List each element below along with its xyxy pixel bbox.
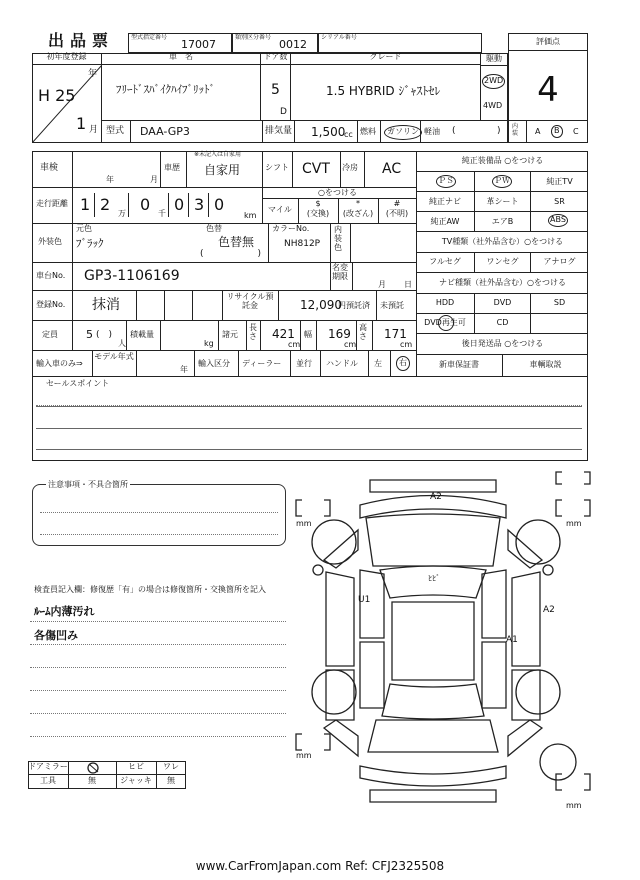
ac-label: 冷房 [342, 163, 358, 172]
equip-pw: ＰＷ [492, 175, 512, 188]
width-value: 169 [328, 327, 351, 341]
first-reg-label: 初年度登録 [46, 52, 87, 61]
notes-box [32, 484, 286, 546]
form-title: 出品票 [48, 31, 115, 50]
height-unit: cm [400, 340, 413, 349]
tv-title: TV種類（社外品含む）○をつける [441, 237, 564, 246]
equipment-title: 純正装備品 ○をつける [461, 156, 544, 165]
inspection-label: 車検 [40, 163, 59, 173]
later-warranty: 新車保証書 [439, 360, 479, 369]
name-change-label: 名変期限 [332, 263, 348, 281]
not-deposited: 未預託 [380, 301, 404, 310]
grade-value: 1.5 HYBRID ｼﾞｬｽﾄｾﾚ [326, 84, 441, 98]
displacement-value: 1,500 [311, 125, 346, 139]
orig-color-label: 元色 [76, 224, 92, 233]
width-unit: cm [344, 340, 357, 349]
width-label: 幅 [304, 330, 312, 339]
interior-b: B [551, 125, 563, 138]
class-value: 0012 [279, 38, 307, 51]
acc-mirror: ドアミラー [28, 762, 68, 771]
acc-crack: ヒビ [128, 762, 144, 771]
recycle-label: リサイクル預託金 [226, 292, 274, 310]
nav-hdd: HDD [435, 298, 455, 307]
repaint-label: 色替 [206, 224, 222, 233]
era-value: H 25 [38, 86, 76, 105]
fuel-gasoline: ガソリン [384, 125, 422, 140]
drive-2wd: 2WD [482, 74, 505, 89]
reg-label: 登録No. [36, 300, 66, 309]
month-unit: 月 [89, 125, 99, 135]
dims-label: 諸元 [222, 330, 238, 339]
inspection-year-unit: 年 [106, 175, 114, 184]
import-class-label: 輸入区分 [198, 359, 230, 368]
recycle-value: 12,090 [300, 298, 342, 312]
mark-a2-side: A2 [543, 605, 555, 615]
mirror-circle-mark [86, 762, 100, 774]
capacity-paren: ( ) [96, 330, 113, 340]
mark-u1: U1 [358, 595, 371, 605]
mileage-man: 万 [118, 209, 126, 218]
mile-option: マイル [268, 205, 292, 214]
class-label: 類別区分番号 [235, 34, 272, 41]
tamper-mark: * [356, 199, 360, 208]
history-value: 自家用 [204, 163, 241, 177]
serial-box [318, 33, 482, 53]
drive-4wd: 4WD [483, 101, 503, 110]
fuel-diesel: 軽油 [424, 127, 440, 136]
doors-label: ドア数 [263, 52, 288, 61]
height-label: 高さ [359, 323, 367, 341]
length-value: 421 [272, 327, 295, 341]
ac-value: AC [382, 161, 402, 177]
load-label: 積載量 [130, 330, 154, 339]
sales-point-label: セールスポイント [46, 379, 110, 388]
type-value: DAA-GP3 [140, 125, 190, 138]
parallel-option: 並行 [296, 359, 312, 368]
note-line-1: ﾙｰﾑ内薄汚れ [34, 605, 95, 618]
mileage-digit-2: 2 [100, 195, 111, 214]
model-year-label: モデル年式 [94, 352, 134, 361]
handle-right: 右 [396, 356, 410, 371]
drive-label: 駆動 [486, 54, 502, 63]
capacity-unit: 人 [118, 339, 126, 348]
equip-sr: SR [554, 197, 565, 206]
dealer-option: ディーラー [242, 359, 282, 368]
notes-label: 注意事項・不具合箇所 [48, 480, 128, 489]
equip-airbag: エアB [491, 217, 514, 226]
handle-label: ハンドル [326, 359, 358, 368]
model-cert-label: 型式指定番号 [131, 34, 168, 41]
equip-tv: 純正TV [546, 177, 573, 186]
nav-dvd: DVD [493, 298, 512, 307]
equip-leather: 革シート [486, 197, 519, 206]
name-change-month: 月 [378, 280, 386, 289]
mark-a1: A1 [506, 635, 518, 645]
later-manual: 車輌取説 [529, 360, 562, 369]
equip-ps: ＰＳ [436, 175, 456, 188]
interior-label: 内装 [512, 123, 519, 137]
length-label: 長さ [249, 323, 257, 341]
tv-oneseg: ワンセグ [486, 257, 519, 266]
acc-break: ワレ [163, 762, 179, 771]
swap-mark: $ [315, 199, 321, 208]
tire-fr-unit: mm [566, 519, 582, 528]
tire-rl-unit: mm [296, 751, 312, 760]
note-line-2: 各傷凹み [34, 629, 78, 642]
grade-label: グレード [369, 52, 402, 61]
nav-dvd-play: DVD再生可 [424, 318, 466, 327]
acc-tools: 工具 [40, 776, 56, 785]
fuel-label: 燃料 [360, 127, 376, 136]
nav-cd: CD [496, 318, 509, 327]
equip-abs: ABS [548, 214, 568, 227]
inspector-label: 検査員記入欄：修復歴「有」の場合は修復箇所・交換箇所を記入 [34, 585, 266, 594]
nav-dvd-play-circle [438, 315, 454, 331]
import-label: 輸入車のみ⇒ [36, 359, 83, 368]
chassis-label: 車台No. [36, 271, 66, 280]
mark-a2-front: A2 [430, 492, 442, 502]
shift-label: シフト [265, 163, 289, 172]
reg-value: 抹消 [92, 297, 120, 313]
mileage-circle-note: ○をつける [318, 188, 357, 197]
acc-jack: ジャッキ [120, 776, 152, 785]
capacity-label: 定員 [42, 330, 58, 339]
mileage-digit-5: 3 [194, 195, 205, 214]
tire-fl-unit: mm [296, 519, 312, 528]
rating-value: 4 [537, 70, 559, 110]
handle-left: 左 [374, 359, 382, 368]
recycle-unit: 円預託済 [338, 301, 370, 310]
model-cert-box [128, 33, 232, 53]
inspection-month-unit: 月 [150, 175, 158, 184]
int-color-label: 内装色 [334, 225, 342, 252]
tv-fullseg: フルセグ [429, 257, 461, 266]
unknown-option: (不明) [385, 209, 409, 218]
rating-label: 評価点 [536, 37, 560, 46]
later-title: 後日発送品 ○をつける [461, 339, 544, 348]
repaint-value: 色替無 [218, 235, 255, 249]
mileage-digit-4: 0 [174, 195, 185, 214]
unknown-mark: # [393, 199, 401, 208]
height-value: 171 [384, 327, 407, 341]
acc-tools-value: 無 [88, 776, 96, 785]
capacity-value: 5 [86, 328, 93, 341]
class-box [232, 33, 318, 53]
serial-label: シリアル番号 [321, 34, 357, 41]
name-value: ﾌﾘｰﾄﾞｽﾊﾞｲｸﾊｲﾌﾞﾘｯﾄﾞ [116, 83, 215, 96]
mileage-unit: km [244, 211, 257, 220]
mark-hibi: ﾋﾋﾞ [428, 574, 440, 583]
month-value: 1 [76, 114, 87, 133]
tire-spare-unit: mm [566, 801, 582, 810]
swap-option: (交換) [306, 209, 330, 218]
car-damage-diagram [288, 470, 598, 820]
type-label: 型式 [106, 126, 125, 136]
mileage-digit-3: 0 [140, 195, 151, 214]
history-label: 車歴 [164, 163, 180, 172]
orig-color-value: ﾌﾞﾗｯｸ [76, 237, 104, 250]
doors-value: 5 [271, 82, 280, 98]
color-no-value: NH812P [284, 239, 321, 249]
mileage-label: 走行距離 [36, 199, 68, 208]
equip-navi: 純正ナビ [429, 197, 461, 206]
tv-analog: アナログ [543, 257, 576, 266]
year-unit: 年 [88, 69, 98, 79]
mileage-sen: 千 [158, 209, 166, 218]
load-unit: kg [204, 339, 214, 348]
color-label: 外装色 [38, 237, 62, 246]
doors-sub: D [280, 107, 287, 117]
nav-sd: SD [553, 298, 566, 307]
name-label: 車 名 [169, 52, 193, 61]
length-unit: cm [288, 340, 301, 349]
mileage-digit-1: 1 [80, 195, 91, 214]
interior-c: C [573, 127, 579, 136]
shift-value: CVT [302, 161, 330, 177]
displacement-unit: cc [344, 130, 353, 139]
nav-title: ナビ種類（社外品含む）○をつける [439, 278, 566, 287]
repaint-paren: ( ) [200, 249, 262, 259]
footer-watermark: www.CarFromJapan.com Ref: CFJ2325508 [195, 859, 445, 873]
model-year-unit: 年 [180, 365, 188, 374]
tamper-option: (改ざん) [342, 209, 374, 218]
interior-a: A [535, 127, 541, 136]
history-note: ※未記入は自家用 [194, 151, 242, 158]
chassis-value: GP3-1106169 [84, 268, 180, 284]
equip-aw: 純正AW [430, 217, 460, 226]
mileage-digit-6: 0 [214, 195, 225, 214]
model-cert-value: 17007 [181, 38, 216, 51]
displacement-label: 排気量 [265, 126, 293, 136]
color-no-label: カラーNo. [272, 224, 310, 233]
name-change-day: 日 [404, 280, 412, 289]
acc-jack-value: 無 [167, 776, 175, 785]
